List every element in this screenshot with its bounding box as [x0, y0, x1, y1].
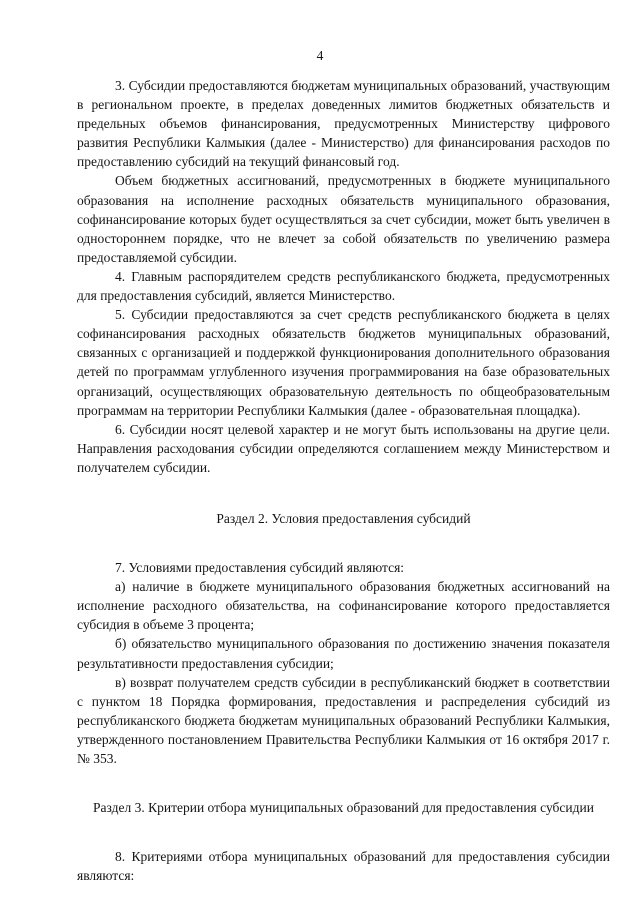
page-number: 4	[316, 48, 324, 63]
paragraph-3: 3. Субсидии предоставляются бюджетам муниципальных образований, участвующим в региональном проекте, в пределах доведенных лимитов бюджетных обязательств и предельных объемов финансирования, предусмотренных Министерству цифрового развития Республики Калмыкия (далее - Министерство) для финансирования расходов по предоставлению субсидий на текущий финансовый год.	[77, 78, 610, 170]
paragraph-7b: б) обязательство муниципального образования по достижению значения показателя результативности предоставления субсидии;	[77, 636, 610, 671]
paragraph-7c: в) возврат получателем средств субсидии в республиканский бюджет в соответствии с пунктом 18 Порядка формирования, предоставления и распределения субсидий из республиканского бюджета бюджетам муниципальных образований Республики Калмыкия, утвержденного постановлением Правительства Республики Калмыкия от 16 октября 2017 г. № 353.	[77, 674, 610, 766]
section-2-heading: Раздел 2. Условия предоставления субсидий	[216, 510, 471, 526]
paragraph-budget-allocations: Объем бюджетных ассигнований, предусмотренных в бюджете муниципального образования на исполнение расходных обязательств муниципального образования, софинансирование которых будет осуществляться за счет субсидии, может быть увеличен в одностороннем порядке, что не влечет за собой обязательств по увеличению размера предоставляемой субсидии.	[77, 173, 610, 265]
section-3-heading: Раздел 3. Критерии отбора муниципальных образований для предоставления субсидии	[93, 800, 594, 816]
paragraph-6: 6. Субсидии носят целевой характер и не могут быть использованы на другие цели. Направления расходования субсидии определяются соглашением между Министерством и получателем субсидии.	[77, 421, 610, 475]
paragraph-7a: а) наличие в бюджете муниципального образования бюджетных ассигнований на исполнение расходного обязательства, на софинансирование которого предоставляется субсидия в объеме 3 процента;	[77, 579, 610, 633]
document-body	[77, 76, 610, 885]
paragraph-7: 7. Условиями предоставления субсидий являются:	[115, 560, 405, 576]
paragraph-5: 5. Субсидии предоставляются за счет средств республиканского бюджета в целях софинансирования расходных обязательств бюджетов муниципальных образований, связанных с организацией и поддержкой функционирования дополнительного образования детей по программам углубленного изучения программирования на базе образовательных организаций, осуществляющих образовательную деятельность по общеобразовательным программам на территории Республики Калмыкия (далее - образовательная площадка).	[77, 307, 610, 418]
paragraph-4: 4. Главным распорядителем средств республиканского бюджета, предусмотренных для предоставления субсидий, является Министерство.	[77, 268, 610, 304]
paragraph-8: 8. Критериями отбора муниципальных образований для предоставления субсидии являются:	[77, 849, 610, 884]
